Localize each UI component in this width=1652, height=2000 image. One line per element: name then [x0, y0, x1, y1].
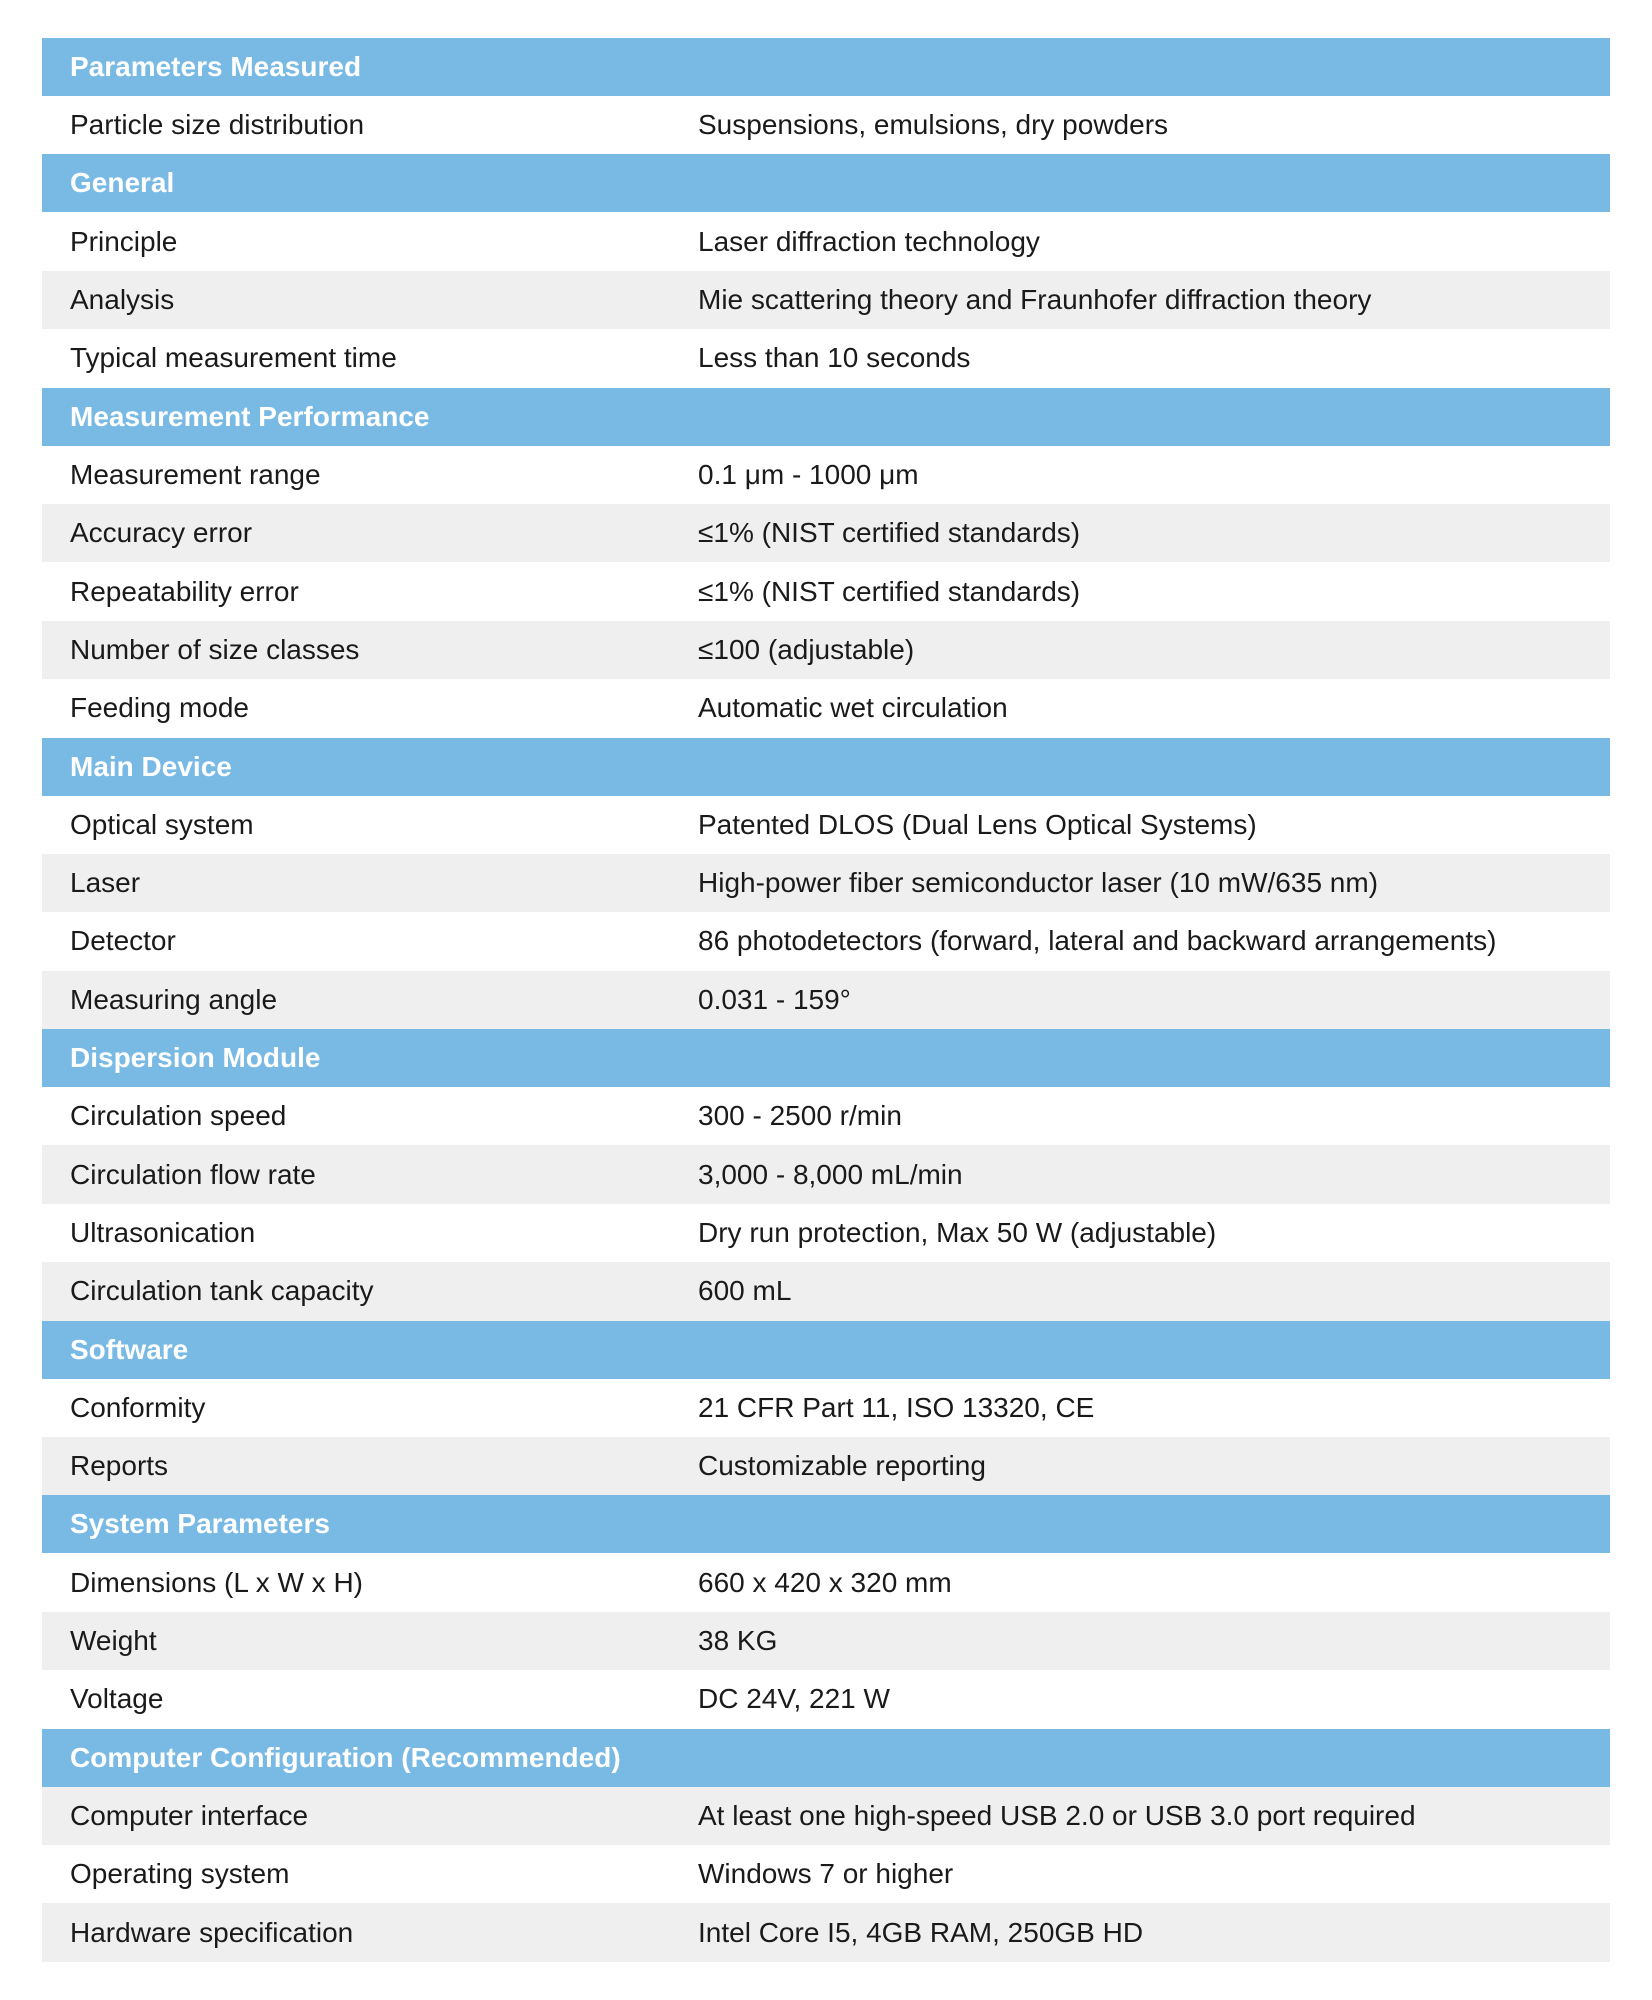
table-row: [42, 679, 1610, 737]
row-value: Laser diffraction technology: [698, 225, 1040, 257]
row-value: Patented DLOS (Dual Lens Optical Systems): [698, 808, 1257, 840]
row-value: ≤100 (adjustable): [698, 633, 915, 665]
table-row: [42, 1437, 1610, 1495]
row-value: 3,000 - 8,000 mL/min: [698, 1158, 963, 1190]
row-value: Suspensions, emulsions, dry powders: [698, 109, 1169, 141]
row-value: 0.031 - 159°: [698, 983, 851, 1015]
spec-table: [42, 38, 1610, 1962]
row-label: Feeding mode: [70, 692, 250, 724]
row-value: Less than 10 seconds: [698, 342, 971, 374]
row-value: Mie scattering theory and Fraunhofer diffraction theory: [698, 283, 1372, 315]
row-value: ≤1% (NIST certified standards): [698, 517, 1081, 549]
row-value: At least one high-speed USB 2.0 or USB 3.0 port required: [698, 1799, 1416, 1831]
row-label: Dimensions (L x W x H): [70, 1566, 364, 1598]
table-row: [42, 1145, 1610, 1203]
row-label: Measurement range: [70, 458, 321, 490]
row-label: Hardware specification: [70, 1916, 354, 1948]
table-row: [42, 562, 1610, 620]
row-value: 38 KG: [698, 1625, 778, 1656]
table-row: [42, 1612, 1610, 1670]
row-value: 300 - 2500 r/min: [698, 1100, 902, 1132]
row-label: Laser: [70, 867, 141, 899]
table-row: [42, 446, 1610, 504]
row-label: Repeatability error: [70, 575, 299, 607]
row-label: Detector: [70, 925, 176, 957]
table-row: [42, 271, 1610, 329]
row-label: Operating system: [70, 1858, 290, 1890]
row-value: 21 CFR Part 11, ISO 13320, CE: [698, 1391, 1095, 1423]
row-value: 660 x 420 x 320 mm: [698, 1566, 952, 1598]
row-label: Ultrasonication: [70, 1217, 256, 1249]
row-label: Accuracy error: [70, 517, 253, 549]
row-label: Computer interface: [70, 1799, 309, 1831]
row-value: Dry run protection, Max 50 W (adjustable): [698, 1217, 1217, 1249]
row-value: 86 photodetectors (forward, lateral and backward arrangements): [698, 925, 1497, 957]
row-value: 0.1 μm - 1000 μm: [698, 458, 919, 490]
table-row: [42, 971, 1610, 1029]
row-value: High-power fiber semiconductor laser (10 mW/635 nm): [698, 867, 1379, 899]
row-value: ≤1% (NIST certified standards): [698, 575, 1081, 607]
row-label: Weight: [70, 1625, 157, 1656]
table-row: [42, 1670, 1610, 1728]
row-value: 600 mL: [698, 1275, 792, 1307]
table-row: [42, 621, 1610, 679]
row-label: Number of size classes: [70, 633, 360, 665]
table-row: [42, 1379, 1610, 1437]
row-label: Voltage: [70, 1683, 164, 1715]
section-header-dispersion-module: Dispersion Module: [42, 1029, 1610, 1087]
table-row: [42, 1087, 1610, 1145]
table-row: [42, 1204, 1610, 1262]
section-header-computer-configuration: Computer Configuration (Recommended): [42, 1729, 1610, 1787]
row-value: Automatic wet circulation: [698, 692, 1008, 724]
table-row: [42, 96, 1610, 154]
row-value: Intel Core I5, 4GB RAM, 250GB HD: [698, 1916, 1144, 1948]
table-row: [42, 1903, 1610, 1961]
row-label: Conformity: [70, 1391, 206, 1423]
table-row: [42, 1262, 1610, 1320]
row-label: Analysis: [70, 283, 175, 315]
section-header-software: Software: [42, 1321, 1610, 1379]
table-row: [42, 854, 1610, 912]
table-row: [42, 1845, 1610, 1903]
table-row: [42, 504, 1610, 562]
row-value: Windows 7 or higher: [698, 1858, 954, 1890]
section-header-parameters-measured: Parameters Measured: [42, 38, 1610, 96]
row-label: Optical system: [70, 808, 254, 840]
table-row: [42, 796, 1610, 854]
row-value: Customizable reporting: [698, 1450, 986, 1482]
table-row: [42, 212, 1610, 270]
row-label: Principle: [70, 225, 178, 257]
row-value: DC 24V, 221 W: [698, 1683, 890, 1715]
table-row: [42, 912, 1610, 970]
row-label: Reports: [70, 1450, 169, 1482]
row-label: Particle size distribution: [70, 109, 365, 141]
row-label: Circulation speed: [70, 1100, 287, 1132]
row-label: Circulation tank capacity: [70, 1275, 374, 1307]
table-row: [42, 329, 1610, 387]
section-header-measurement-performance: Measurement Performance: [42, 388, 1610, 446]
table-row: [42, 1553, 1610, 1611]
section-header-general: General: [42, 154, 1610, 212]
table-row: [42, 1787, 1610, 1845]
row-label: Measuring angle: [70, 983, 278, 1015]
row-label: Circulation flow rate: [70, 1158, 316, 1190]
section-header-system-parameters: System Parameters: [42, 1495, 1610, 1553]
section-header-main-device: Main Device: [42, 738, 1610, 796]
row-label: Typical measurement time: [70, 342, 397, 374]
